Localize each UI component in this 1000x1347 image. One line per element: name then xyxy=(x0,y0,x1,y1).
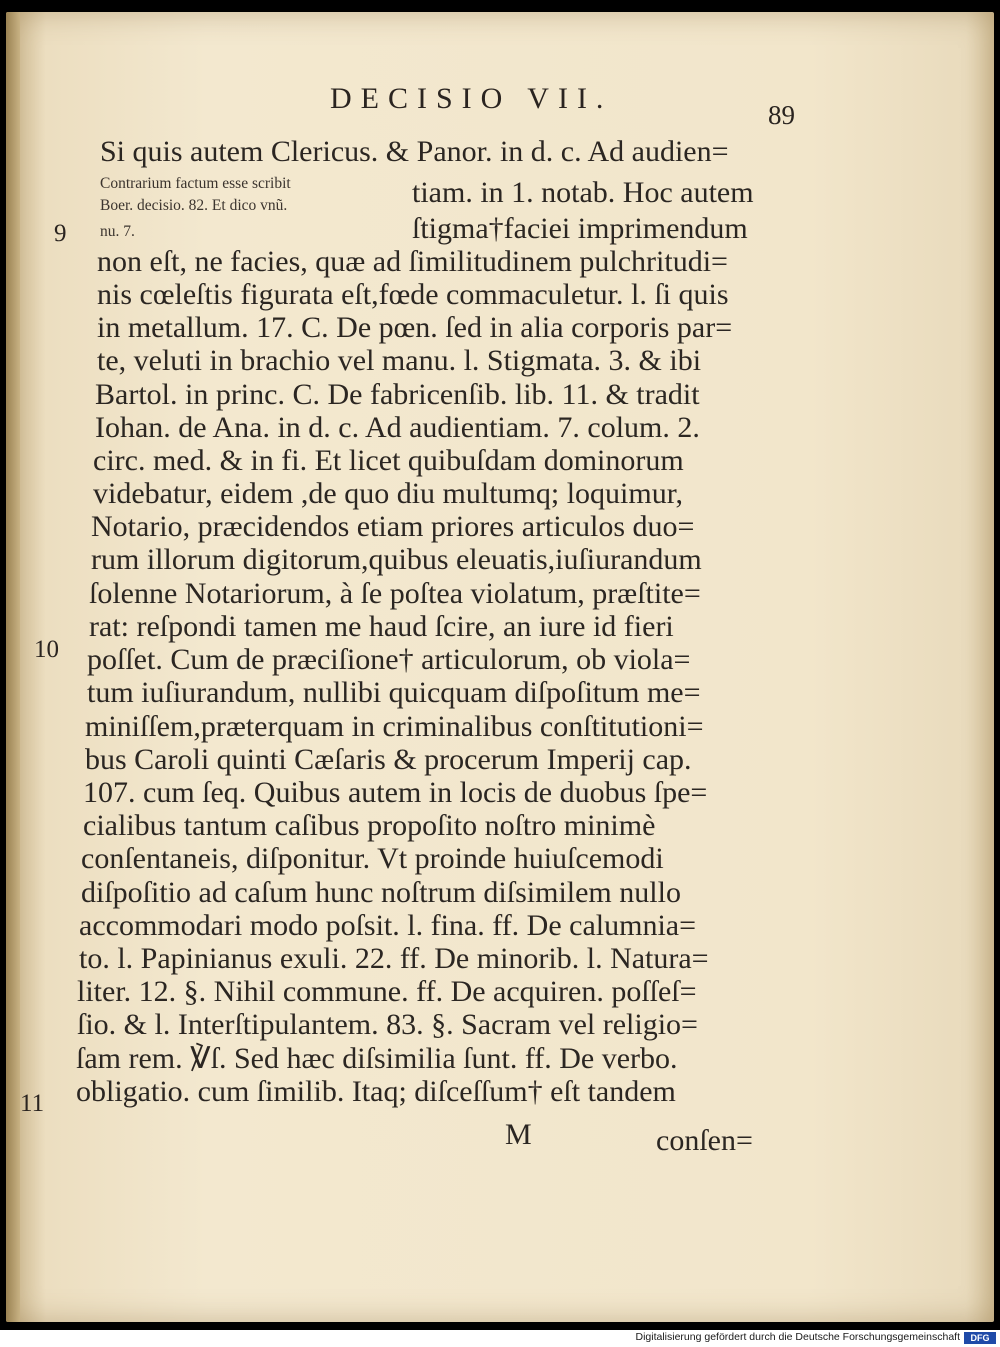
text-line: circ. med. & in fi. Et licet quibuſdam dominorum xyxy=(93,444,684,477)
text-line: rum illorum digitorum,quibus eleuatis,iuſiurandum xyxy=(91,543,702,576)
margin-note-line: Contrarium factum esse scribit xyxy=(100,175,291,192)
text-line: videbatur, eidem ,de quo diu multumq; loquimur, xyxy=(93,477,684,510)
text-line: ſio. & l. Interſtipulantem. 83. §. Sacram vel religio= xyxy=(77,1008,698,1041)
text-line: Bartol. in princ. C. De fabricenſib. lib. 11. & tradit xyxy=(95,378,700,411)
text-line: miniſſem,præterquam in criminalibus conſtitutioni= xyxy=(85,710,704,743)
signature-mark: M xyxy=(505,1118,532,1151)
running-head: DECISIO VII. xyxy=(330,82,613,115)
marginal-number: 10 xyxy=(34,636,59,663)
text-line: Si quis autem Clericus. & Panor. in d. c. Ad audien= xyxy=(100,135,729,168)
text-line: accommodari modo poſsit. l. fina. ff. De calumnia= xyxy=(79,909,697,942)
text-line: obligatio. cum ſimilib. Itaq; diſceſſum† eſt tandem xyxy=(76,1075,676,1108)
text-line: poſſet. Cum de præciſione† articulorum, ob viola= xyxy=(87,643,691,676)
marginal-number: 11 xyxy=(20,1090,45,1117)
text-line: Iohan. de Ana. in d. c. Ad audientiam. 7. colum. 2. xyxy=(95,411,700,444)
text-line: ſtigma†faciei imprimendum xyxy=(412,212,748,245)
text-line: conſentaneis, diſponitur. Vt proinde huiuſcemodi xyxy=(81,842,664,875)
text-line: bus Caroli quinti Cæſaris & procerum Imperij cap. xyxy=(85,743,692,776)
margin-note-line: Boer. decisio. 82. Et dico vnũ. xyxy=(100,197,288,214)
dfg-logo: DFG xyxy=(964,1332,996,1344)
text-line: te, veluti in brachio vel manu. l. Stigmata. 3. & ibi xyxy=(97,344,702,377)
text-line: diſpoſitio ad caſum hunc noſtrum diſsimilem nullo xyxy=(81,876,681,909)
catchword: conſen= xyxy=(656,1124,753,1157)
marginal-number: 9 xyxy=(54,220,67,247)
margin-note-line: nu. 7. xyxy=(100,223,135,240)
text-line: nis cœleſtis figurata eſt,fœde commaculetur. l. ſi quis xyxy=(97,278,729,311)
text-line: tiam. in 1. notab. Hoc autem xyxy=(412,176,754,209)
text-line: tum iuſiurandum, nullibi quicquam diſpoſitum me= xyxy=(87,676,701,709)
text-line: to. l. Papinianus exuli. 22. ff. De minorib. l. Natura= xyxy=(79,942,709,975)
text-line: cialibus tantum caſibus propoſito noſtro minimè xyxy=(83,809,656,842)
text-line: 107. cum ſeq. Quibus autem in locis de duobus ſpe= xyxy=(83,776,708,809)
text-line: in metallum. 17. C. De pœn. ſed in alia corporis par= xyxy=(97,311,733,344)
text-line: non eſt, ne facies, quæ ad ſimilitudinem pulchritudi= xyxy=(97,245,728,278)
text-line: ſolenne Notariorum, à ſe poſtea violatum, præſtite= xyxy=(89,577,701,610)
digitization-credit: Digitalisierung gefördert durch die Deutsche Forschungsgemeinschaft xyxy=(635,1331,960,1343)
page-binding-edge xyxy=(6,12,20,1322)
text-line: Notario, præcidendos etiam priores articulos duo= xyxy=(91,510,695,543)
text-line: liter. 12. §. Nihil commune. ff. De acquiren. poſſeſ= xyxy=(77,975,697,1008)
text-line: rat: reſpondi tamen me haud ſcire, an iure id fieri xyxy=(89,610,674,643)
page-number: 89 xyxy=(768,100,795,130)
text-line: ſam rem. ℣ſ. Sed hæc diſsimilia ſunt. ff. De verbo. xyxy=(76,1042,678,1075)
